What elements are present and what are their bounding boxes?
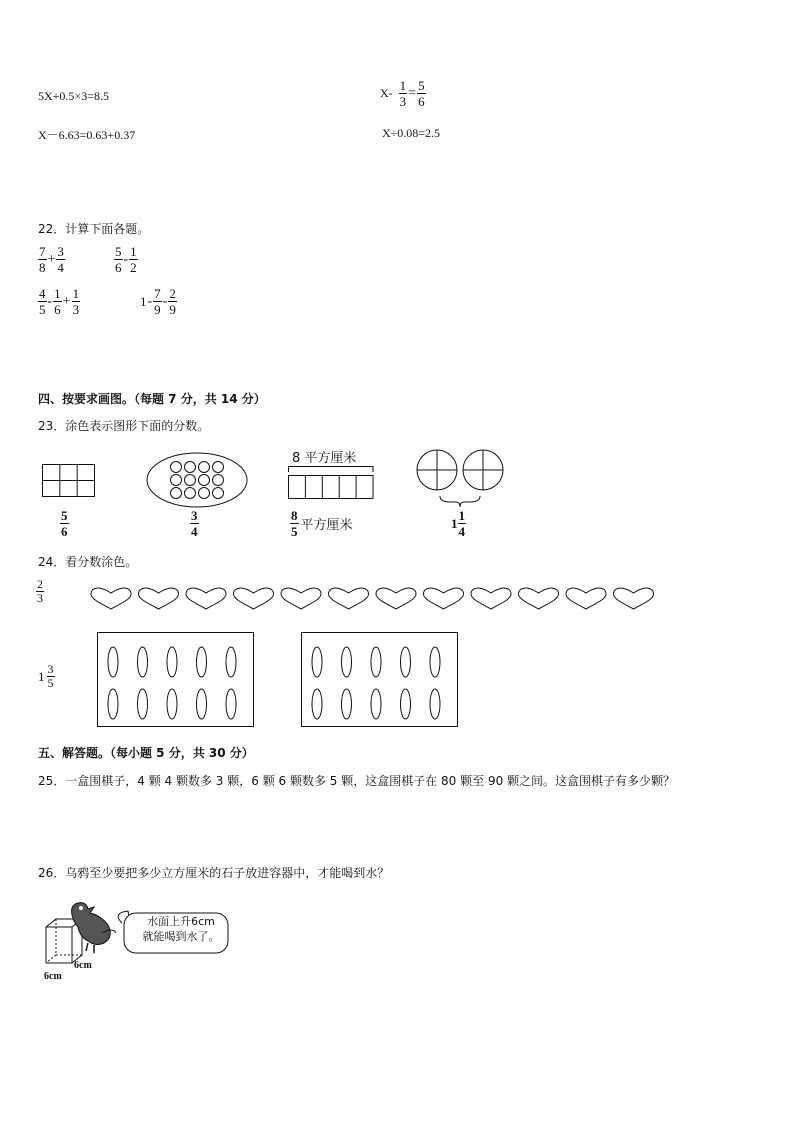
- oval-shape: [401, 647, 411, 677]
- fraction: $\frac{7}{8}$: [39, 244, 46, 275]
- q23-title: 23．涂色表示图形下面的分数。: [38, 419, 210, 433]
- oval-shape: [138, 647, 148, 677]
- oval-shape: [371, 647, 381, 677]
- fig2-circle-group: [171, 462, 224, 499]
- section-5-title: 五、解答题。（每小题 5 分，共 30 分）: [38, 746, 254, 760]
- fig3-fraction-label: $\frac{8}{5}$ 平方厘米: [291, 508, 353, 539]
- fraction: $\frac{4}{5}$: [39, 286, 46, 317]
- oval-shape: [312, 689, 322, 719]
- dimension-label-width: 6cm: [44, 971, 62, 982]
- heart-shape: [329, 588, 369, 609]
- q25-text: 25．一盒围棋子，4 颗 4 颗数多 3 颗，6 颗 6 颗数多 5 颗，这盒围棋子在 80 颗至 90 颗之间。这盒围棋子有多少颗？: [38, 774, 676, 788]
- q26-text: 26．乌鸦至少要把多少立方厘米的石子放进容器中，才能喝到水？: [38, 866, 390, 880]
- oval-shape: [430, 689, 440, 719]
- oval-shape: [108, 647, 118, 677]
- heart-shape: [424, 588, 464, 609]
- q22-title: 22．计算下面各题。: [38, 222, 150, 236]
- fraction: $\frac{7}{9}$: [154, 286, 161, 317]
- oval-shape: [226, 689, 236, 719]
- oval-shape: [312, 647, 322, 677]
- fig2-ellipse-circles: [146, 452, 248, 508]
- oval-shape: [197, 689, 207, 719]
- crow-icon: [72, 903, 116, 953]
- q24-hearts-fraction: $\frac{2}{3}$: [37, 577, 43, 605]
- dimension-label-depth: 6cm: [74, 960, 92, 971]
- fig4-mixed-number: 1 $\frac{1}{4}$: [451, 508, 465, 539]
- oval-shape: [167, 647, 177, 677]
- fraction: $\frac{1}{3}$: [72, 286, 80, 317]
- fraction: $\frac{2}{9}$: [169, 286, 176, 317]
- equation-2-prefix: X-: [380, 86, 393, 100]
- equation-2: X- $\frac{1}{3}$ = $\frac{5}{6}$: [380, 78, 425, 109]
- fraction: $\frac{1}{6}$: [54, 286, 61, 317]
- fraction: $\frac{3}{4}$: [57, 244, 64, 275]
- hearts-row: [90, 587, 660, 611]
- heart-shape: [281, 588, 321, 609]
- heart-shape: [614, 588, 654, 609]
- q22-expression-c: $\frac{4}{5}$ - $\frac{1}{6}$ + $\frac{1}{3}$: [39, 286, 80, 317]
- heart-shape: [139, 588, 179, 609]
- fig4-two-circles: [416, 449, 506, 511]
- fig3-top-label: 8 平方厘米: [292, 451, 357, 466]
- oval-box-frame: [302, 633, 458, 727]
- fig1-fraction: $\frac{5}{6}$: [61, 508, 68, 539]
- heart-shape: [519, 588, 559, 609]
- oval-shape: [401, 689, 411, 719]
- fraction: $\frac{1}{4}$: [458, 508, 465, 539]
- heart-shape: [566, 588, 606, 609]
- oval-shape: [342, 689, 352, 719]
- oval-shape: [342, 647, 352, 677]
- fraction: $\frac{5}{6}$: [115, 244, 122, 275]
- heart-shape: [376, 588, 416, 609]
- oval-box-frame: [98, 633, 254, 727]
- heart-shape: [186, 588, 226, 609]
- section-4-title: 四、按要求画图。（每题 7 分，共 14 分）: [38, 392, 266, 406]
- speech-bubble: 水面上升6cm 就能喝到水了。: [142, 915, 220, 943]
- oval-box-2: [301, 632, 459, 728]
- q22-expression-b: $\frac{5}{6}$ - $\frac{1}{2}$: [115, 244, 137, 275]
- heart-shape: [234, 588, 274, 609]
- fraction: $\frac{8}{5}$: [291, 508, 298, 539]
- fraction: $\frac{3}{5}$: [47, 662, 54, 690]
- oval-shape: [226, 647, 236, 677]
- fraction: $\frac{1}{3}$: [399, 78, 407, 109]
- heart-shape: [91, 588, 131, 609]
- fraction: $\frac{5}{6}$: [418, 78, 425, 109]
- fig2-fraction: $\frac{3}{4}$: [191, 508, 198, 539]
- oval-shape: [371, 689, 381, 719]
- oval-box-1: [97, 632, 255, 728]
- oval-shape: [430, 647, 440, 677]
- oval-shape: [138, 689, 148, 719]
- equation-3: X－6.63=0.63+0.37: [38, 128, 136, 142]
- fig1-grid-rectangle: [42, 464, 96, 498]
- q24-ovals-mixed-number: 1 $\frac{3}{5}$: [38, 662, 54, 690]
- heart-shape: [471, 588, 511, 609]
- q22-expression-a: $\frac{7}{8}$ + $\frac{3}{4}$: [39, 244, 64, 275]
- q22-expression-d: 1 - $\frac{7}{9}$ - $\frac{2}{9}$: [140, 286, 176, 317]
- oval-shape: [108, 689, 118, 719]
- equation-4: X÷0.08=2.5: [382, 126, 441, 140]
- oval-shape: [197, 647, 207, 677]
- fraction: $\frac{1}{2}$: [130, 244, 137, 275]
- fig3-bar: [288, 466, 374, 500]
- oval-shape: [167, 689, 177, 719]
- q24-title: 24．看分数涂色。: [38, 555, 138, 569]
- equation-1: 5X+0.5×3=8.5: [38, 89, 109, 103]
